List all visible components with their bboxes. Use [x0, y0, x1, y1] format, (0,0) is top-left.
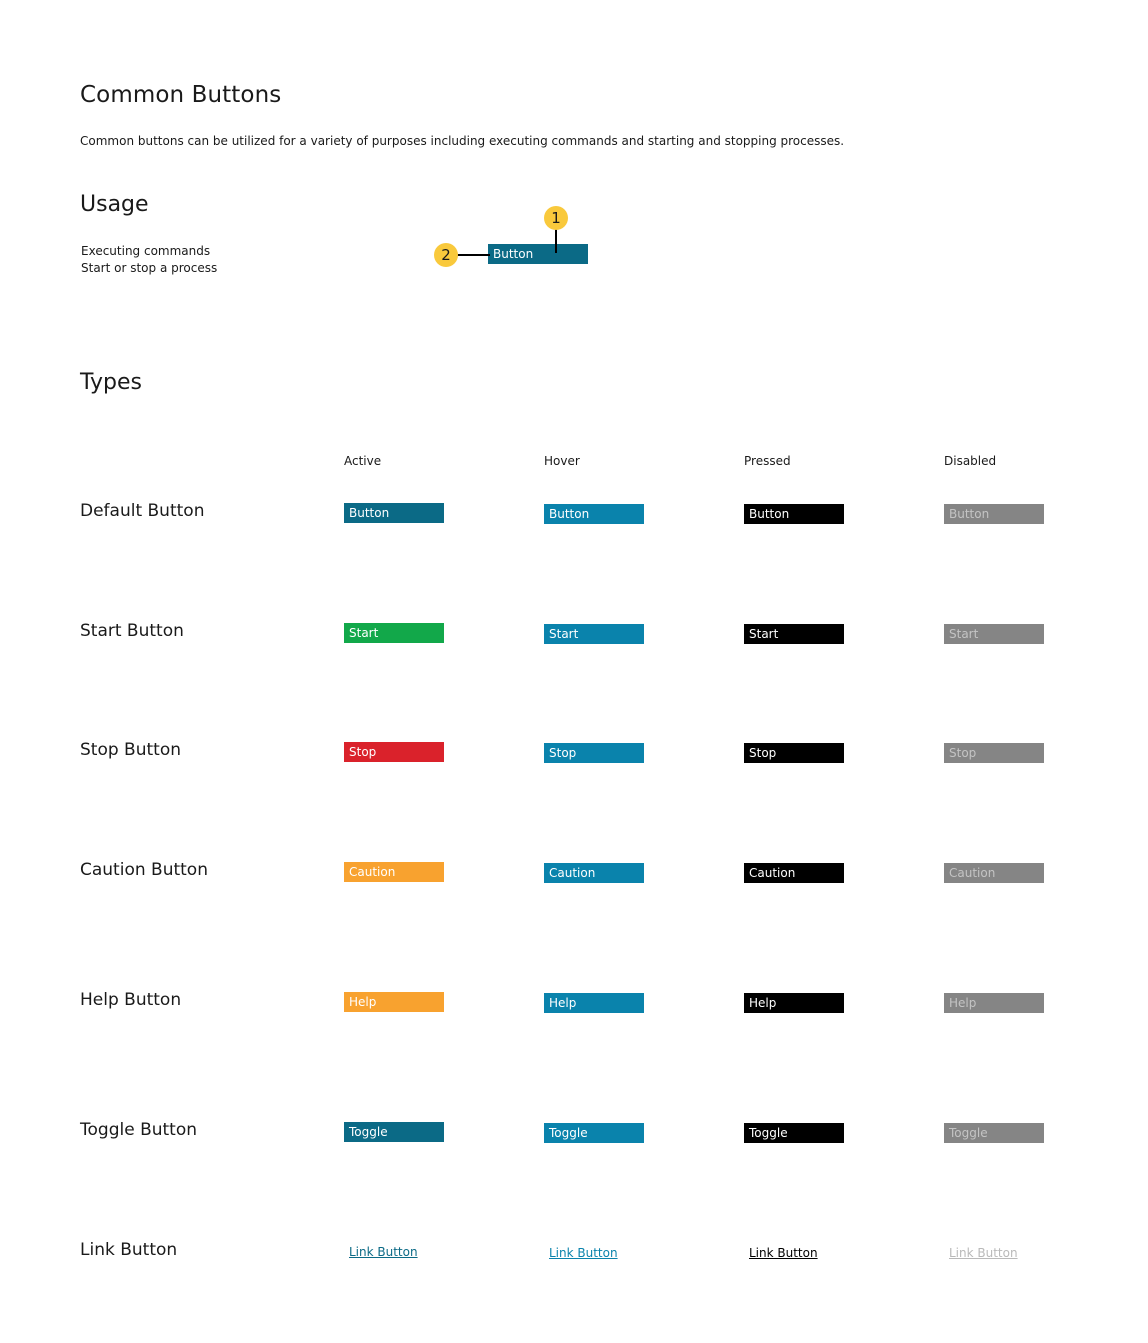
caution-button-disabled: Caution — [944, 863, 1044, 883]
page-title: Common Buttons — [80, 82, 282, 108]
row-label-default: Default Button — [80, 501, 205, 521]
usage-example-button[interactable]: Button — [488, 244, 588, 264]
help-button-hover[interactable]: Help — [544, 993, 644, 1013]
start-button-pressed[interactable]: Start — [744, 624, 844, 644]
link-button-pressed[interactable]: Link Button — [749, 1246, 818, 1260]
help-button-disabled: Help — [944, 993, 1044, 1013]
column-header-hover: Hover — [544, 454, 580, 468]
toggle-button-disabled: Toggle — [944, 1123, 1044, 1143]
help-button-pressed[interactable]: Help — [744, 993, 844, 1013]
start-button-hover[interactable]: Start — [544, 624, 644, 644]
stop-button-pressed[interactable]: Stop — [744, 743, 844, 763]
usage-title: Usage — [80, 192, 149, 217]
row-label-toggle: Toggle Button — [80, 1120, 198, 1140]
start-button-active[interactable]: Start — [344, 623, 444, 643]
usage-item-start-stop: Start or stop a process — [81, 261, 218, 275]
toggle-button-pressed[interactable]: Toggle — [744, 1123, 844, 1143]
toggle-button-active[interactable]: Toggle — [344, 1122, 444, 1142]
caution-button-pressed[interactable]: Caution — [744, 863, 844, 883]
default-button-disabled: Button — [944, 504, 1044, 524]
usage-item-executing-commands: Executing commands — [81, 244, 211, 258]
column-header-active: Active — [344, 454, 382, 468]
start-button-disabled: Start — [944, 624, 1044, 644]
help-button-active[interactable]: Help — [344, 992, 444, 1012]
row-label-caution: Caution Button — [80, 860, 208, 880]
link-button-hover[interactable]: Link Button — [549, 1246, 618, 1260]
default-button-active[interactable]: Button — [344, 503, 444, 523]
stop-button-disabled: Stop — [944, 743, 1044, 763]
toggle-button-hover[interactable]: Toggle — [544, 1123, 644, 1143]
stop-button-active[interactable]: Stop — [344, 742, 444, 762]
row-label-stop: Stop Button — [80, 740, 181, 760]
callout-badge-2: 2 — [434, 243, 458, 267]
link-button-active[interactable]: Link Button — [349, 1245, 418, 1259]
column-header-disabled: Disabled — [944, 454, 997, 468]
callout-badge-1: 1 — [544, 206, 568, 230]
callout-2-leader — [456, 254, 490, 256]
caution-button-hover[interactable]: Caution — [544, 863, 644, 883]
row-label-start: Start Button — [80, 621, 184, 641]
caution-button-active[interactable]: Caution — [344, 862, 444, 882]
link-button-disabled: Link Button — [949, 1246, 1018, 1260]
row-label-link: Link Button — [80, 1240, 178, 1260]
row-label-help: Help Button — [80, 990, 182, 1010]
column-header-pressed: Pressed — [744, 454, 791, 468]
default-button-hover[interactable]: Button — [544, 504, 644, 524]
page-description: Common buttons can be utilized for a variety of purposes including executing commands and starting and stopping processes. — [80, 134, 845, 148]
stop-button-hover[interactable]: Stop — [544, 743, 644, 763]
default-button-pressed[interactable]: Button — [744, 504, 844, 524]
usage-list — [81, 243, 217, 277]
types-title: Types — [80, 370, 142, 395]
